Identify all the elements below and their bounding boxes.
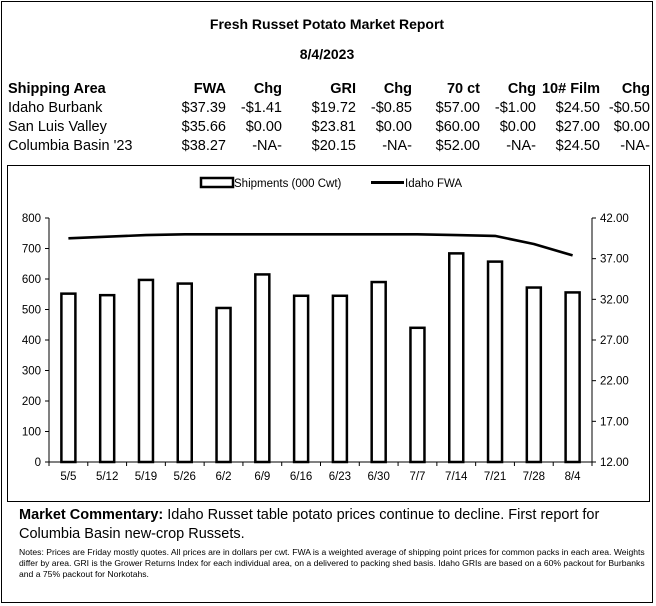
left-axis-tick-label: 400 (21, 335, 41, 347)
table-cell: $0.00 (499, 119, 536, 135)
right-axis-tick-label: 37.00 (600, 253, 629, 266)
x-axis-tick-label: 6/30 (367, 471, 390, 483)
table-cell: -NA- (382, 138, 412, 154)
commentary-label: Market Commentary: (19, 507, 164, 523)
table-cell: $0.00 (245, 119, 282, 135)
legend-swatch-shipments (201, 178, 233, 187)
x-axis-tick-label: 6/23 (328, 471, 352, 483)
shipments-bar (488, 262, 502, 462)
table-cell: -$1.41 (240, 100, 282, 116)
table-cell: $0.00 (375, 119, 412, 135)
right-axis-tick-label: 27.00 (600, 335, 629, 347)
report-date: 8/4/2023 (299, 46, 355, 62)
left-axis-tick-label: 800 (21, 213, 41, 225)
chart-area (7, 165, 650, 502)
shipments-fwa-chart (8, 166, 649, 501)
header-70ct: 70 ct (446, 81, 480, 97)
report-title: Fresh Russet Potato Market Report (209, 16, 445, 32)
header-10lb-film: 10# Film (541, 81, 600, 97)
right-axis-tick-label: 12.00 (600, 457, 629, 469)
x-axis-tick-label: 5/19 (134, 471, 158, 483)
right-axis-tick-label: 22.00 (600, 375, 629, 388)
left-axis-tick-label: 100 (21, 426, 41, 439)
table-cell: $23.81 (311, 119, 356, 135)
table-row (8, 137, 650, 156)
table-cell: $38.27 (181, 138, 226, 154)
legend-label-idaho-fwa: Idaho FWA (405, 178, 463, 190)
x-axis-tick-label: 7/28 (522, 471, 546, 483)
shipments-bar (527, 288, 541, 462)
shipments-bar (61, 294, 75, 462)
commentary-text: Idaho Russet table potato prices continue to decline. First report for Columbia Basin new-crop Russets. (19, 507, 600, 542)
table-cell: -$1.00 (494, 100, 536, 116)
table-cell: $52.00 (435, 138, 480, 154)
left-axis-tick-label: 600 (21, 274, 41, 286)
table-cell: -$0.85 (370, 100, 412, 116)
legend-label-shipments: Shipments (000 Cwt) (234, 178, 342, 190)
x-axis-tick-label: 7/21 (483, 471, 507, 483)
x-axis-tick-label: 5/5 (60, 471, 77, 483)
header-10lb-film-chg: Chg (621, 81, 650, 97)
right-axis-tick-label: 32.00 (600, 294, 629, 307)
header-fwa: FWA (193, 81, 226, 97)
table-cell: -NA- (620, 138, 650, 154)
left-axis-tick-label: 0 (34, 457, 41, 469)
table-cell: $60.00 (435, 119, 480, 135)
x-axis-tick-label: 5/12 (95, 471, 119, 483)
table-cell: $19.72 (311, 100, 356, 116)
shipments-bar (410, 328, 424, 462)
shipments-bar (449, 253, 463, 462)
chart-legend (201, 178, 462, 190)
table-row (8, 99, 650, 118)
right-axis-tick-label: 42.00 (600, 213, 629, 225)
shipments-bar (178, 284, 192, 462)
x-axis-tick-label: 6/2 (215, 471, 232, 483)
x-axis-tick-label: 8/4 (564, 471, 581, 483)
header-70ct-chg: Chg (507, 81, 536, 97)
shipments-bar (100, 295, 114, 462)
price-table (8, 80, 650, 156)
shipments-bar (217, 308, 231, 462)
market-commentary (19, 506, 649, 544)
table-cell: -$0.50 (608, 100, 650, 116)
notes: Notes: Prices are Friday mostly quotes. All prices are in dollars per cwt. FWA is a weighted average of shipping point prices for common packs in each area. Weights differ by area. GRI is the Grower Returns Index for each individual area, on a delivered to packing shed basis. Idaho GRIs are based on a 60% packout for Burbanks and a 75% packout for Norkotahs. (19, 547, 645, 579)
header-fwa-chg: Chg (253, 81, 282, 97)
table-cell: $24.50 (555, 100, 600, 116)
table-cell: $27.00 (555, 119, 600, 135)
shipments-bar (372, 282, 386, 462)
left-axis-tick-label: 500 (21, 304, 41, 317)
x-axis-tick-label: 7/7 (409, 471, 426, 483)
table-cell: $37.39 (181, 100, 226, 116)
left-axis-tick-label: 300 (21, 365, 41, 378)
table-row (8, 118, 650, 137)
table-cell: $24.50 (555, 138, 600, 154)
left-axis-tick-label: 700 (21, 243, 41, 256)
table-cell: -NA- (506, 138, 536, 154)
shipments-bar (333, 296, 347, 462)
price-table-header (8, 80, 650, 99)
table-cell: $0.00 (613, 119, 650, 135)
shipments-bar (566, 292, 580, 462)
idaho-fwa-line (68, 234, 572, 255)
table-cell: -NA- (252, 138, 282, 154)
header-gri: GRI (330, 81, 356, 97)
header-shipping-area: Shipping Area (8, 81, 106, 97)
table-cell: San Luis Valley (8, 119, 107, 135)
x-axis-tick-label: 5/26 (173, 471, 196, 483)
x-axis-tick-label: 6/9 (254, 471, 271, 483)
table-cell: $57.00 (435, 100, 480, 116)
table-cell: Idaho Burbank (8, 100, 103, 116)
right-axis-tick-label: 17.00 (600, 416, 629, 429)
x-axis-tick-label: 6/16 (289, 471, 313, 483)
header-gri-chg: Chg (383, 81, 412, 97)
left-axis-tick-label: 200 (21, 396, 41, 408)
shipments-bar (294, 296, 308, 462)
shipments-bar (255, 274, 269, 462)
table-cell: $35.66 (181, 119, 226, 135)
table-cell: Columbia Basin '23 (8, 138, 133, 154)
x-axis-tick-label: 7/14 (445, 471, 468, 483)
table-cell: $20.15 (311, 138, 356, 154)
shipments-bar (139, 280, 153, 462)
